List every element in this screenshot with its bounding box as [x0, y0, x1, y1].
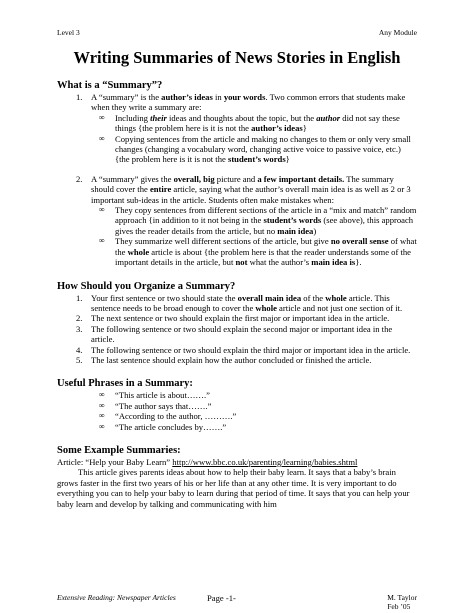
list-item: ∞ Including their ideas and thoughts about the topic, but the author did not say these things {the problem here is it is not the author’s ideas}: [99, 112, 400, 134]
header-module: Any Module: [378, 28, 417, 37]
list-item: 4. The following sentence or two should explain the third major or important idea in the article.: [76, 344, 411, 355]
list-item: 5. The last sentence should explain how the author concluded or finished the article.: [76, 354, 372, 365]
bullet-icon: ∞: [99, 205, 105, 215]
list-item: ∞ “According to the author, ……….”: [99, 411, 237, 422]
bullet-icon: ∞: [99, 411, 105, 421]
document-title: Writing Summaries of News Stories in English: [73, 48, 401, 67]
list-item: ∞ “This article is about…….”: [99, 390, 210, 401]
list-item: 2. The next sentence or two should explain the first major or important idea in the article.: [76, 313, 390, 324]
list-item: ∞ “The author says that…….”: [99, 400, 212, 411]
bullet-icon: ∞: [99, 400, 105, 410]
example-summary-paragraph: This article gives parents ideas about how to help their baby learn. It says that a baby’s brain grows faster in the first two years of his or her life than at any other time. It is very important to do everything you can to help your baby to learn during that period of time. It says that you can help your baby learn and develop by talking and communicating with him: [57, 467, 410, 509]
list-item: 2. A “summary” gives the overall, big picture and a few important details. The summary should cover the entire article, saying what the author’s overall main idea is as well as 2 or 3 important sub-ideas in the article. Students often make mistakes when:: [76, 173, 411, 205]
header-level: Level 3: [57, 28, 80, 37]
article-reference: Article: “Help your Baby Learn” http://www.bbc.co.uk/parenting/learning/babies.shtml: [57, 456, 358, 467]
list-item: ∞ They summarize well different sections of the article, but give no overall sense of what the whole article is about {the problem here is that the reader understands some of the important details in the article, but not what the author’s main idea is}.: [99, 236, 417, 268]
list-item: 1. Your first sentence or two should state the overall main idea of the whole article. This sentence needs to be broad enough to cover the whole article and not just one section of it.: [76, 292, 403, 313]
bullet-icon: ∞: [99, 236, 105, 246]
article-link[interactable]: http://www.bbc.co.uk/parenting/learning/babies.shtml: [172, 456, 358, 467]
document-body: [57, 80, 417, 509]
section-heading-what-is-summary: What is a “Summary”?: [57, 80, 163, 91]
section-heading-useful-phrases: Useful Phrases in a Summary:: [57, 378, 193, 390]
footer-course: Extensive Reading: Newspaper Articles: [57, 593, 176, 602]
bullet-icon: ∞: [99, 133, 105, 143]
list-item: 1. A “summary” is the author’s ideas in your words. Two common errors that students make when they write a summary are:: [76, 92, 406, 113]
bullet-icon: ∞: [99, 421, 105, 431]
footer-author: M. Taylor: [387, 593, 417, 602]
section-heading-examples: Some Example Summaries:: [57, 444, 181, 456]
list-item: ∞ Copying sentences from the article and making no changes to them or only very small changes (changing a vocabulary word, changing active voice to passive voice, etc.) {the problem here is it is not the student’s words}: [99, 133, 411, 165]
bullet-icon: ∞: [99, 112, 105, 122]
list-item: ∞ “The article concludes by…….”: [99, 421, 227, 432]
list-item: 3. The following sentence or two should explain the second major or important idea in the article.: [76, 323, 393, 345]
footer-date: Feb ’05: [387, 602, 411, 611]
bullet-icon: ∞: [99, 390, 105, 400]
page-header: [57, 28, 417, 37]
footer-page-number: Page -1-: [207, 593, 236, 603]
section-heading-organize: How Should you Organize a Summary?: [57, 280, 236, 292]
list-item: ∞ They copy sentences from different sections of the article in a “mix and match” random approach {in addition to it not being in the student’s words (see above), this approach gives the reader details from the article, but no main idea): [99, 205, 417, 236]
